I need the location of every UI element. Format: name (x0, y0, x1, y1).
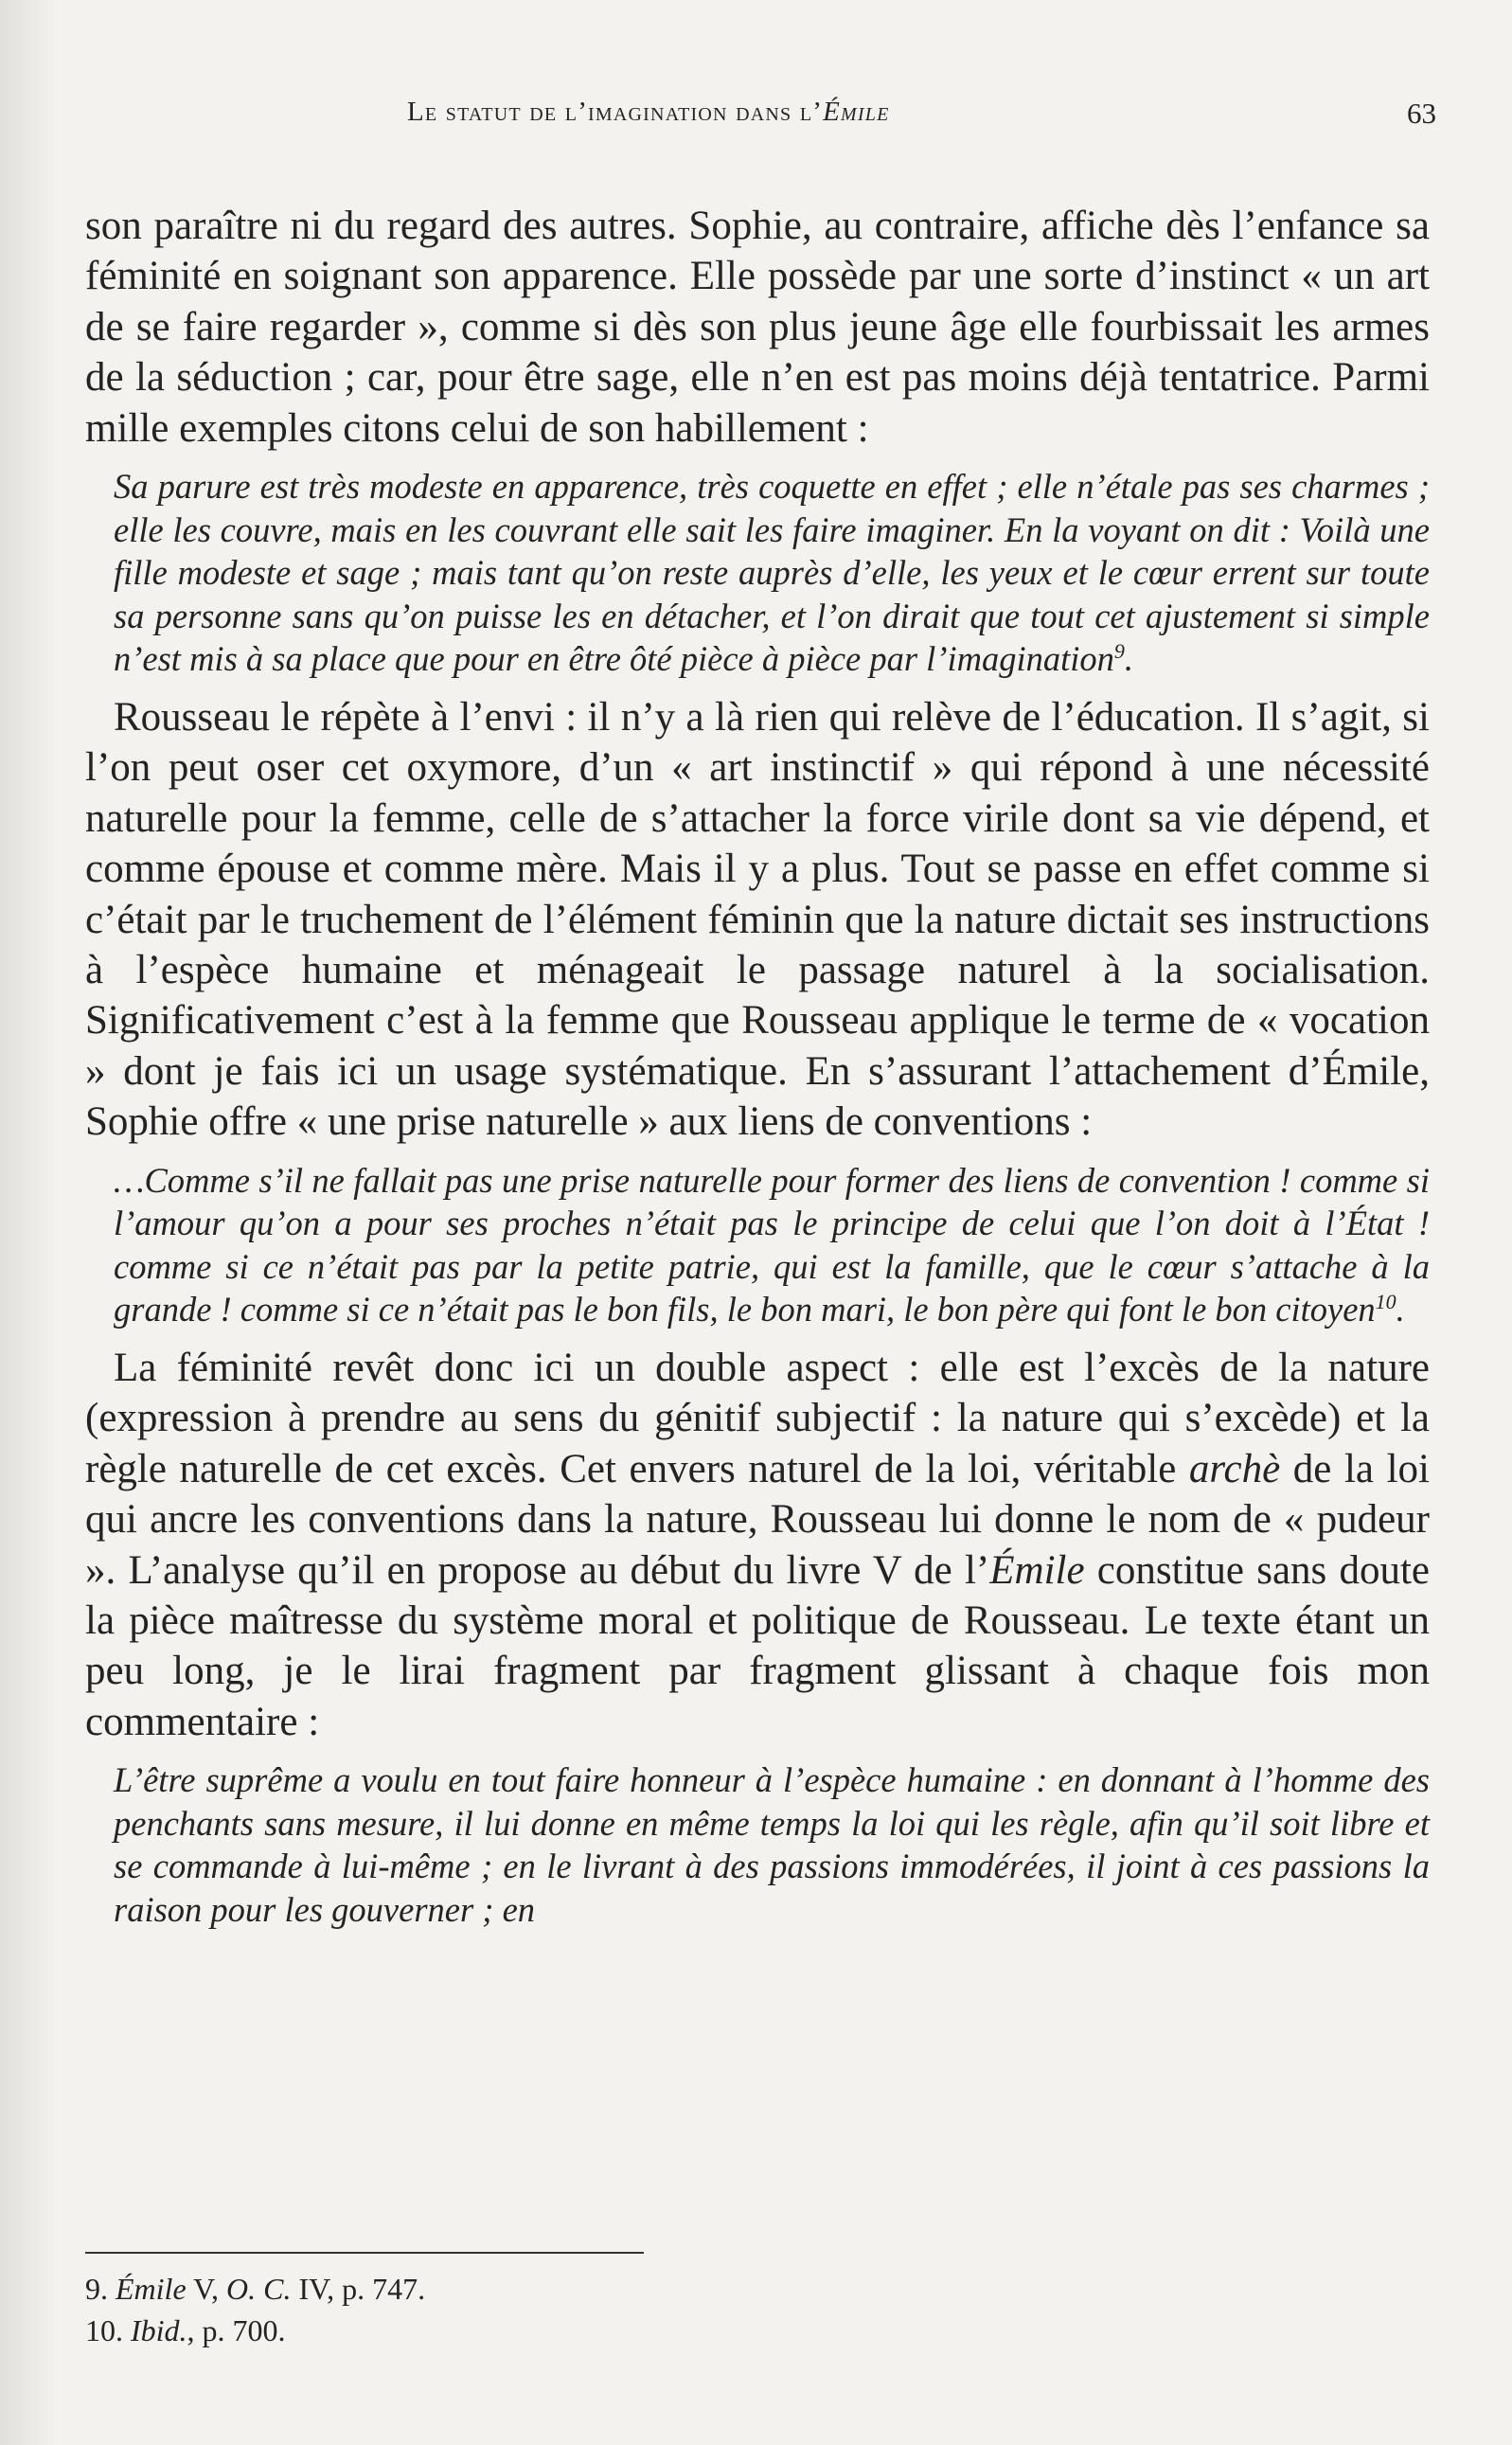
paragraph-3-italic-emile: Émile (989, 1547, 1085, 1593)
paragraph-3-italic-arche: archè (1188, 1446, 1281, 1491)
paragraph-2: Rousseau le répète à l’envi : il n’y a là rien qui relève de l’éducation. Il s’agit, si l’on peut oser cet oxymore, d’un « art instinctif » qui répond à une nécessité naturelle pour la femme, celle de s’attacher la force virile dont sa vie dépend, et comme épouse et comme mère. Mais il y a plus. Tout se passe en effet comme si c’était par le truchement de l’élément féminin que la nature dictait ses instructions à l’espèce humaine et ménageait le passage naturel à la socialisation. Significativement c’est à la femme que Rousseau applique le terme de « vocation » dont je fais ici un usage systématique. En s’assurant l’attachement d’Émile, Sophie offre « une prise naturelle » aux liens de conventions : (85, 695, 1430, 1145)
paragraph-3-part-a: La féminité revêt donc ici un double aspect : elle est l’excès de la nature (expression à prendre au sens du génitif subjectif : la nature qui s’excède) et la règle naturelle de cet excès. Cet envers naturel de la loi, véritable (85, 1346, 1430, 1491)
footnote-9-rest-a: V, (186, 2272, 227, 2306)
block-quote-1 (114, 465, 1430, 681)
footnote-9 (85, 2268, 843, 2310)
footnotes (85, 2268, 843, 2351)
footnote-ref-10: 10 (1375, 1290, 1396, 1314)
block-quote-2-tail: . (1396, 1290, 1405, 1330)
footnote-9-oc: O. C. (226, 2272, 292, 2306)
paragraph-1: son paraître ni du regard des autres. Sophie, au contraire, affiche dès l’enfance sa féminité en soignant son apparence. Elle possède par une sorte d’instinct « un art de se faire regarder », comme si dès son plus jeune âge elle fourbissait les armes de la séduction ; car, pour être sage, elle n’en est pas moins déjà tentatrice. Parmi mille exemples citons celui de son habillement : (85, 204, 1430, 451)
running-head (0, 97, 1512, 134)
footnote-10-work: Ibid. (131, 2313, 187, 2347)
footnote-9-work: Émile (116, 2272, 187, 2306)
block-quote-2-text: …Comme s’il ne fallait pas une prise naturelle pour former des liens de convention ! comme si l’amour qu’on a pour ses proches n’était pas le principe de celui que l’on doit à l’État ! comme si ce n’était pas par la petite patrie, qui est la famille, que le cœur s’attache à la grande ! comme si ce n’était pas le bon fils, le bon mari, le bon père qui font le bon citoyen (114, 1160, 1430, 1330)
footnote-ref-9: 9 (1113, 639, 1125, 664)
running-head-title-prefix: Le statut de l’imagination dans l’ (407, 97, 824, 127)
footnote-rule (85, 2252, 644, 2254)
running-head-title-work: Émile (823, 97, 890, 127)
footnote-9-rest-b: IV, p. 747. (291, 2272, 426, 2306)
footnote-10 (85, 2310, 843, 2351)
page-gutter-shadow (0, 0, 57, 2445)
footnote-10-number: 10. (85, 2313, 123, 2347)
block-quote-3: L’être suprême a voulu en tout faire honneur à l’espèce humaine : en donnant à l’homme des penchants sans mesure, il lui donne en même temps la loi qui les règle, afin qu’il soit libre et se commande à lui-même ; en le livrant à des passions immodérées, il joint à ces passions la raison pour les gouverner ; en (114, 1760, 1430, 1930)
footnote-10-rest-a: , p. 700. (187, 2313, 286, 2347)
paragraph-3 (85, 1343, 1430, 1747)
running-head-title (407, 97, 889, 128)
paragraph-3-part-b: de la loi qui ancre les conventions dans la nature, Rousseau lui donne le nom de « pudeur ». L’analyse qu’il en propose au début du livre V de l’ (85, 1446, 1431, 1593)
page-number: 63 (1407, 97, 1436, 130)
block-quote-2 (114, 1159, 1430, 1331)
block-quote-1-tail: . (1124, 639, 1134, 679)
paragraph-3-part-c: constitue sans doute la pièce maîtresse du système moral et politique de Rousseau. Le texte étant un peu long, je le lirai fragment par fragment glissant à chaque fois mon commentaire : (85, 1547, 1430, 1744)
body-text (85, 201, 1430, 1943)
block-quote-1-text: Sa parure est très modeste en apparence, très coquette en effet ; elle n’étale pas ses charmes ; elle les couvre, mais en les couvrant elle sait les faire imaginer. En la voyant on dit : Voilà une fille modeste et sage ; mais tant qu’on reste auprès d’elle, les yeux et le cœur errent sur toute sa personne sans qu’on puisse les en détacher, et l’on dirait que tout cet ajustement si simple n’est mis à sa place que pour en être ôté pièce à pièce par l’imagination (114, 467, 1430, 679)
footnote-9-number: 9. (85, 2272, 108, 2306)
